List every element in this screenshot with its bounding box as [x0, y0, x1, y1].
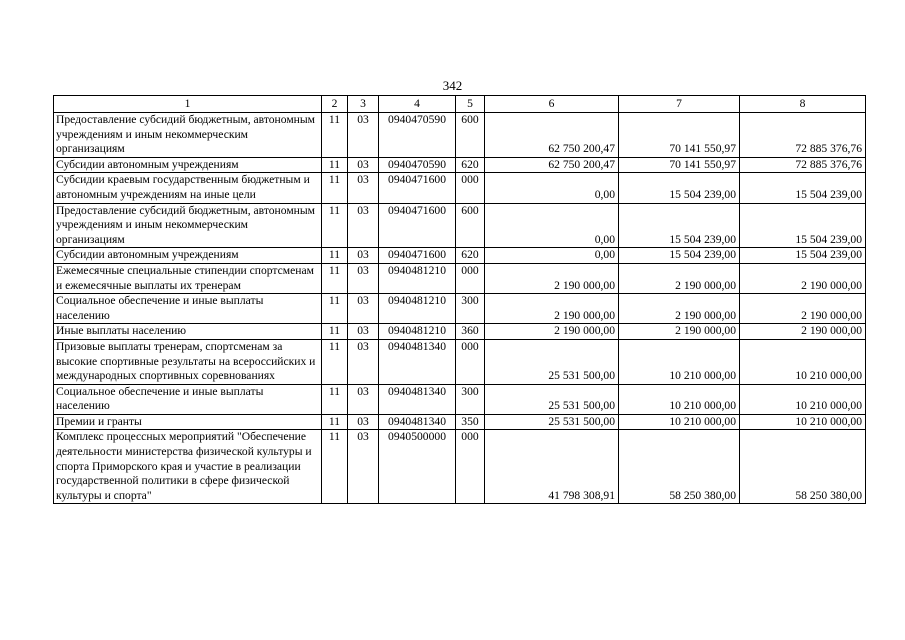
section-code-cell: 11 [322, 263, 348, 293]
amount-cell-7: 15 504 239,00 [619, 248, 740, 264]
column-header: 2 [322, 96, 348, 113]
amount-cell-8: 58 250 380,00 [740, 430, 866, 504]
amount-cell-6: 2 190 000,00 [485, 294, 619, 324]
amount-cell-8: 10 210 000,00 [740, 384, 866, 414]
page-number: 342 [442, 78, 463, 93]
amount-cell-8: 2 190 000,00 [740, 324, 866, 340]
row-name-cell: Ежемесячные специальные стипендии спортсменам и ежемесячные выплаты их тренерам [54, 263, 322, 293]
expense-type-cell: 350 [456, 414, 485, 430]
amount-cell-6: 2 190 000,00 [485, 263, 619, 293]
table-row [54, 384, 866, 414]
amount-cell-7: 2 190 000,00 [619, 294, 740, 324]
amount-cell-6: 0,00 [485, 203, 619, 248]
subsection-code-cell: 03 [348, 113, 379, 158]
target-article-cell: 0940481210 [379, 294, 456, 324]
amount-cell-6: 25 531 500,00 [485, 339, 619, 384]
amount-cell-7: 10 210 000,00 [619, 339, 740, 384]
expense-type-cell: 600 [456, 113, 485, 158]
amount-cell-8: 15 504 239,00 [740, 248, 866, 264]
row-name-cell: Предоставление субсидий бюджетным, автономным учреждениям и иным некоммерческим организациям [54, 113, 322, 158]
expense-type-cell: 620 [456, 157, 485, 173]
target-article-cell: 0940481340 [379, 384, 456, 414]
section-code-cell: 11 [322, 294, 348, 324]
amount-cell-8: 10 210 000,00 [740, 339, 866, 384]
table-row [54, 263, 866, 293]
target-article-cell: 0940471600 [379, 173, 456, 203]
expense-type-cell: 300 [456, 384, 485, 414]
table-row [54, 324, 866, 340]
table-row [54, 339, 866, 384]
column-header: 5 [456, 96, 485, 113]
subsection-code-cell: 03 [348, 263, 379, 293]
subsection-code-cell: 03 [348, 203, 379, 248]
row-name-cell: Социальное обеспечение и иные выплаты населению [54, 384, 322, 414]
row-name-cell: Иные выплаты населению [54, 324, 322, 340]
section-code-cell: 11 [322, 414, 348, 430]
row-name-cell: Субсидии краевым государственным бюджетным и автономным учреждениям на иные цели [54, 173, 322, 203]
amount-cell-8: 72 885 376,76 [740, 113, 866, 158]
column-header: 1 [54, 96, 322, 113]
budget-table [53, 95, 866, 504]
amount-cell-7: 2 190 000,00 [619, 263, 740, 293]
target-article-cell: 0940500000 [379, 430, 456, 504]
amount-cell-8: 2 190 000,00 [740, 294, 866, 324]
target-article-cell: 0940471600 [379, 248, 456, 264]
target-article-cell: 0940470590 [379, 113, 456, 158]
amount-cell-7: 15 504 239,00 [619, 203, 740, 248]
section-code-cell: 11 [322, 113, 348, 158]
amount-cell-7: 58 250 380,00 [619, 430, 740, 504]
table-row [54, 414, 866, 430]
amount-cell-6: 0,00 [485, 248, 619, 264]
table-row [54, 248, 866, 264]
subsection-code-cell: 03 [348, 430, 379, 504]
subsection-code-cell: 03 [348, 173, 379, 203]
section-code-cell: 11 [322, 157, 348, 173]
target-article-cell: 0940481210 [379, 263, 456, 293]
amount-cell-7: 70 141 550,97 [619, 157, 740, 173]
section-code-cell: 11 [322, 203, 348, 248]
subsection-code-cell: 03 [348, 248, 379, 264]
subsection-code-cell: 03 [348, 294, 379, 324]
target-article-cell: 0940481210 [379, 324, 456, 340]
amount-cell-6: 2 190 000,00 [485, 324, 619, 340]
subsection-code-cell: 03 [348, 384, 379, 414]
table-body [54, 96, 866, 504]
column-header: 4 [379, 96, 456, 113]
expense-type-cell: 000 [456, 263, 485, 293]
row-name-cell: Премии и гранты [54, 414, 322, 430]
amount-cell-7: 2 190 000,00 [619, 324, 740, 340]
amount-cell-6: 41 798 308,91 [485, 430, 619, 504]
table-header-row [54, 96, 866, 113]
table-row [54, 203, 866, 248]
amount-cell-8: 10 210 000,00 [740, 414, 866, 430]
expense-type-cell: 000 [456, 430, 485, 504]
section-code-cell: 11 [322, 430, 348, 504]
table-row [54, 113, 866, 158]
amount-cell-6: 62 750 200,47 [485, 113, 619, 158]
table-row [54, 173, 866, 203]
subsection-code-cell: 03 [348, 157, 379, 173]
expense-type-cell: 620 [456, 248, 485, 264]
expense-type-cell: 600 [456, 203, 485, 248]
row-name-cell: Призовые выплаты тренерам, спортсменам за высокие спортивные результаты на всероссийских и международных спортивных соревнованиях [54, 339, 322, 384]
subsection-code-cell: 03 [348, 339, 379, 384]
target-article-cell: 0940481340 [379, 339, 456, 384]
expense-type-cell: 360 [456, 324, 485, 340]
amount-cell-8: 72 885 376,76 [740, 157, 866, 173]
section-code-cell: 11 [322, 384, 348, 414]
column-header: 7 [619, 96, 740, 113]
target-article-cell: 0940470590 [379, 157, 456, 173]
section-code-cell: 11 [322, 324, 348, 340]
amount-cell-7: 10 210 000,00 [619, 414, 740, 430]
row-name-cell: Субсидии автономным учреждениям [54, 157, 322, 173]
amount-cell-6: 25 531 500,00 [485, 384, 619, 414]
target-article-cell: 0940481340 [379, 414, 456, 430]
amount-cell-6: 25 531 500,00 [485, 414, 619, 430]
table-row [54, 294, 866, 324]
amount-cell-7: 10 210 000,00 [619, 384, 740, 414]
column-header: 8 [740, 96, 866, 113]
table-row [54, 157, 866, 173]
row-name-cell: Социальное обеспечение и иные выплаты населению [54, 294, 322, 324]
expense-type-cell: 000 [456, 339, 485, 384]
amount-cell-7: 70 141 550,97 [619, 113, 740, 158]
amount-cell-8: 15 504 239,00 [740, 203, 866, 248]
amount-cell-8: 2 190 000,00 [740, 263, 866, 293]
row-name-cell: Комплекс процессных мероприятий "Обеспечение деятельности министерства физической культуры и спорта Приморского края и участие в реализации государственной политики в сфере физической культуры и спорта" [54, 430, 322, 504]
amount-cell-6: 62 750 200,47 [485, 157, 619, 173]
section-code-cell: 11 [322, 339, 348, 384]
row-name-cell: Субсидии автономным учреждениям [54, 248, 322, 264]
table-row [54, 430, 866, 504]
expense-type-cell: 300 [456, 294, 485, 324]
expense-type-cell: 000 [456, 173, 485, 203]
amount-cell-6: 0,00 [485, 173, 619, 203]
target-article-cell: 0940471600 [379, 203, 456, 248]
amount-cell-8: 15 504 239,00 [740, 173, 866, 203]
row-name-cell: Предоставление субсидий бюджетным, автономным учреждениям и иным некоммерческим организациям [54, 203, 322, 248]
column-header: 6 [485, 96, 619, 113]
subsection-code-cell: 03 [348, 414, 379, 430]
section-code-cell: 11 [322, 248, 348, 264]
section-code-cell: 11 [322, 173, 348, 203]
column-header: 3 [348, 96, 379, 113]
subsection-code-cell: 03 [348, 324, 379, 340]
amount-cell-7: 15 504 239,00 [619, 173, 740, 203]
